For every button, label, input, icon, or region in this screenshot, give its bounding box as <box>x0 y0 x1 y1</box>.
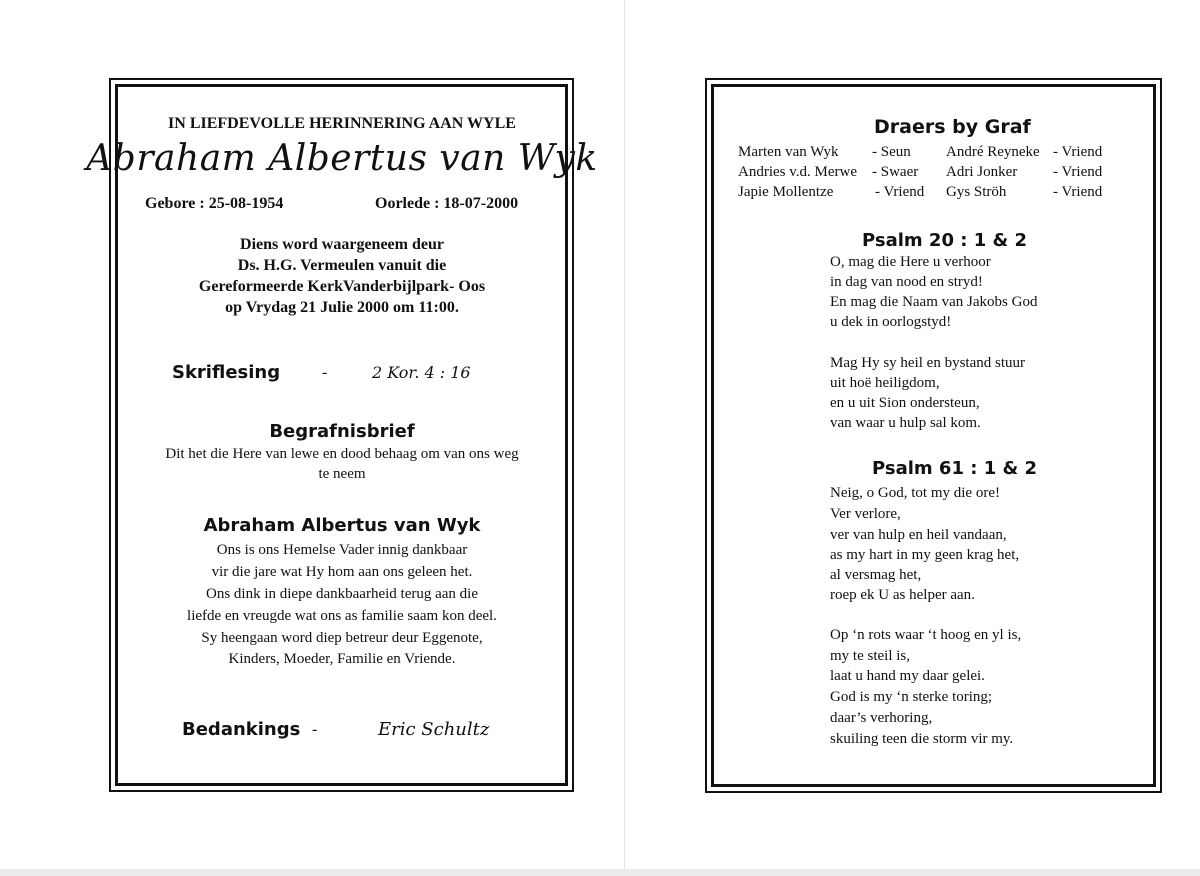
eulogy-line: te neem <box>318 466 366 482</box>
thanks-label: Bedankings <box>182 719 301 740</box>
tribute-line: vir die jare wat Hy hom aan ons geleen het. <box>211 564 473 580</box>
psalm-line: O, mag die Here u verhoor <box>830 254 991 270</box>
psalm-line: en u uit Sion ondersteun, <box>830 395 980 411</box>
bearer-name: Gys Ströh <box>946 184 1007 200</box>
scripture-reference: 2 Kor. 4 : 16 <box>372 363 471 382</box>
bearer-role: - Vriend <box>1053 164 1103 180</box>
psalm-line: al versmag het, <box>830 567 922 583</box>
bearer-name: André Reyneke <box>946 144 1040 160</box>
psalm-line: uit hoë heiligdom, <box>830 375 940 391</box>
tribute-line: Ons is ons Hemelse Vader innig dankbaar <box>216 542 468 558</box>
tribute-line: Kinders, Moeder, Familie en Vriende. <box>228 651 456 667</box>
service-line: Gereformeerde KerkVanderbijlpark- Oos <box>198 278 486 295</box>
psalm-line: skuiling teen die storm vir my. <box>830 731 1014 747</box>
birth-date: Gebore : 25-08-1954 <box>145 195 284 212</box>
psalm-line: God is my ‘n sterke toring; <box>830 689 993 705</box>
death-date: Oorlede : 18-07-2000 <box>375 195 519 212</box>
service-line: Diens word waargeneem deur <box>240 236 444 253</box>
tribute-line: Ons dink in diepe dankbaarheid terug aan die <box>206 586 478 602</box>
service-line: Ds. H.G. Vermeulen vanuit die <box>237 257 447 274</box>
bearer-role: - Swaer <box>872 164 919 180</box>
memorial-heading: IN LIEFDEVOLLE HERINNERING AAN WYLE <box>168 115 516 132</box>
bearer-name: Adri Jonker <box>946 164 1018 180</box>
scripture-label: Skriflesing <box>172 362 281 383</box>
psalm-61-title: Psalm 61 : 1 & 2 <box>872 458 1037 479</box>
bearer-name: Japie Mollentze <box>738 184 834 200</box>
tribute-line: liefde en vreugde wat ons as familie saam kon deel. <box>187 608 497 624</box>
psalm-line: u dek in oorlogstyd! <box>830 314 952 330</box>
psalm-line: as my hart in my geen krag het, <box>830 547 1020 563</box>
scripture-dash: - <box>322 364 328 381</box>
psalm-line: roep ek U as helper aan. <box>830 587 975 603</box>
tribute-title: Abraham Albertus van Wyk <box>203 515 481 536</box>
psalm-line: laat u hand my daar gelei. <box>830 668 985 684</box>
bearer-role: - Seun <box>872 144 911 160</box>
psalm-line: my te steil is, <box>830 648 910 664</box>
psalm-line: ver van hulp en heil vandaan, <box>830 527 1007 543</box>
bearer-role: - Vriend <box>1053 184 1103 200</box>
bearer-role: - Vriend <box>875 184 925 200</box>
thanks-dash: - <box>312 721 318 738</box>
thanks-name: Eric Schultz <box>378 719 490 740</box>
psalm-line: Op ‘n rots waar ‘t hoog en yl is, <box>830 627 1022 643</box>
psalm-20-title: Psalm 20 : 1 & 2 <box>862 230 1027 251</box>
psalm-line: van waar u hulp sal kom. <box>830 415 981 431</box>
psalm-line: En mag die Naam van Jakobs God <box>830 294 1038 310</box>
psalm-line: daar’s verhoring, <box>830 710 933 726</box>
psalm-line: Mag Hy sy heil en bystand stuur <box>830 355 1025 371</box>
service-line: op Vrydag 21 Julie 2000 om 11:00. <box>225 299 459 316</box>
bearers-title: Draers by Graf <box>874 116 1031 138</box>
eulogy-line: Dit het die Here van lewe en dood behaag om van ons weg <box>165 446 519 462</box>
deceased-name: Abraham Albertus van Wyk <box>86 138 598 179</box>
scan-edge <box>0 869 1200 876</box>
bearer-name: Andries v.d. Merwe <box>738 164 857 180</box>
bearer-name: Marten van Wyk <box>738 144 839 160</box>
psalm-line: Ver verlore, <box>830 506 901 522</box>
psalm-line: Neig, o God, tot my die ore! <box>830 485 1000 501</box>
eulogy-title: Begrafnisbrief <box>269 421 415 442</box>
tribute-line: Sy heengaan word diep betreur deur Eggenote, <box>201 630 483 646</box>
psalm-line: in dag van nood en stryd! <box>830 274 983 290</box>
bearer-role: - Vriend <box>1053 144 1103 160</box>
